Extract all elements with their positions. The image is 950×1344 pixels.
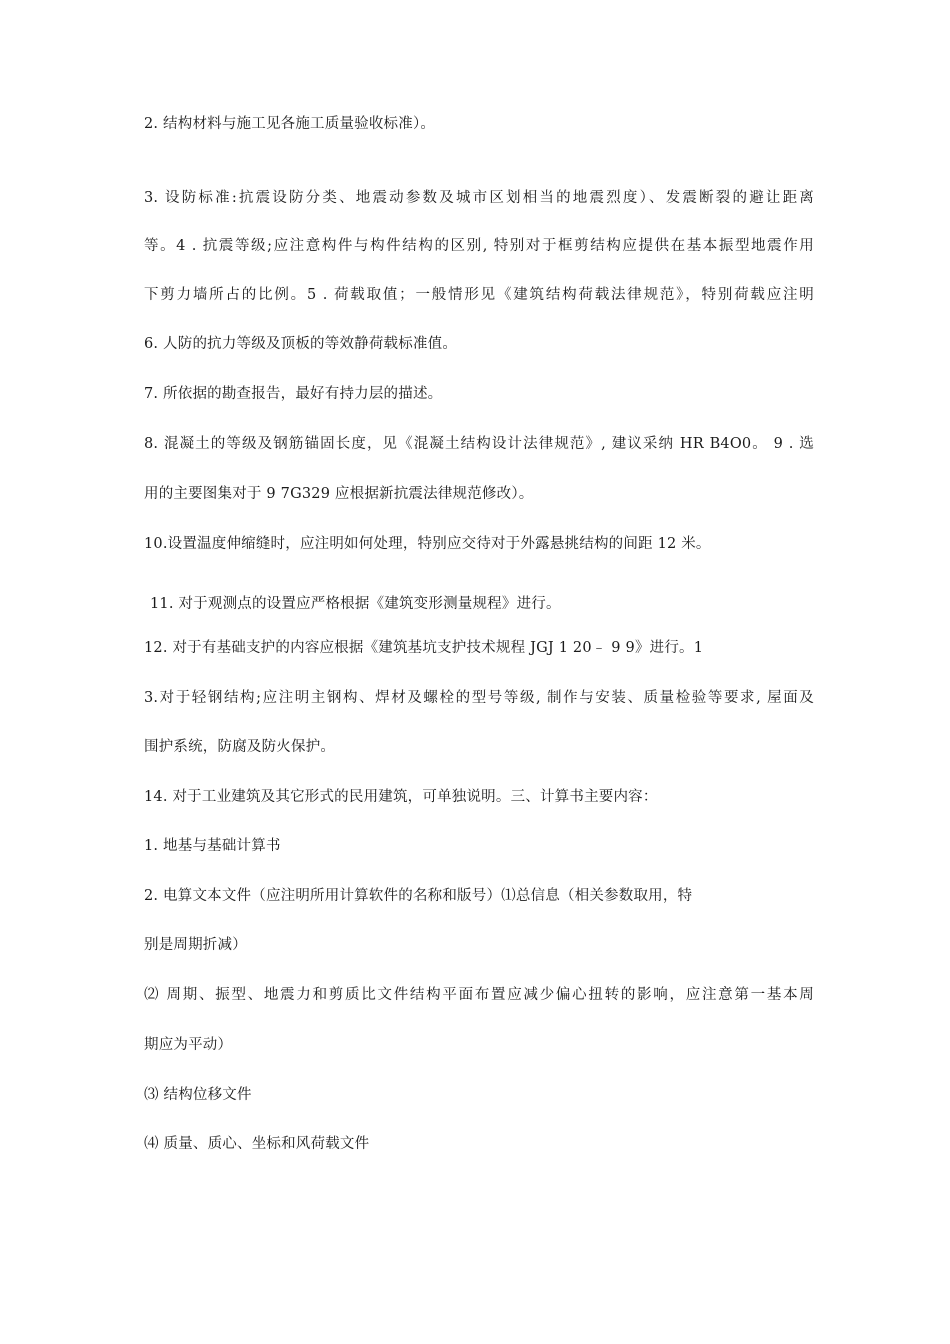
text-line: 用的主要图集对于 9 7G329 应根据新抗震法律规范修改）。 bbox=[144, 486, 534, 502]
text-line: 12. 对于有基础支护的内容应根据《建筑基坑支护技术规程 JGJ 1 20﹣ 9 9》进行。1 bbox=[144, 640, 704, 656]
text-line: 1. 地基与基础计算书 bbox=[144, 838, 281, 854]
text-line: 期应为平动） bbox=[144, 1037, 233, 1053]
text-line: 3. 设防标准:抗震设防分类、地震动参数及城市区划相当的地震烈度）、发震断裂的避让距离 bbox=[144, 190, 814, 206]
text-line: 围护系统，防腐及防火保护。 bbox=[144, 739, 336, 755]
text-line: 别是周期折减） bbox=[144, 937, 247, 953]
text-line: 2. 结构材料与施工见各施工质量验收标准）。 bbox=[144, 116, 436, 132]
text-line: 14. 对于工业建筑及其它形式的民用建筑，可单独说明。三、计算书主要内容： bbox=[144, 789, 658, 805]
text-line: 6. 人防的抗力等级及顶板的等效静荷载标准值。 bbox=[144, 336, 458, 352]
text-line: 11. 对于观测点的设置应严格根据《建筑变形测量规程》进行。 bbox=[150, 596, 561, 612]
text-line: 等。4 . 抗震等级;应注意构件与构件结构的区别, 特别对于框剪结构应提供在基本振型地震作用 bbox=[144, 238, 814, 254]
text-line: 8. 混凝土的等级及钢筋锚固长度，见《混凝土结构设计法律规范》, 建议采纳 HR B4O0。 9 . 选 bbox=[144, 436, 814, 452]
text-line: 2. 电算文本文件（应注明所用计算软件的名称和版号）⑴总信息（相关参数取用，特 bbox=[144, 888, 693, 904]
text-line: 7. 所依据的勘查报告，最好有持力层的描述。 bbox=[144, 386, 443, 402]
text-line: 3.对于轻钢结构;应注明主钢构、焊材及螺栓的型号等级, 制作与安装、质量检验等要求, 屋面及 bbox=[144, 690, 814, 706]
text-line: 10.设置温度伸缩缝时，应注明如何处理，特别应交待对于外露悬挑结构的间距 12 米。 bbox=[144, 536, 711, 552]
text-line: 下剪力墙所占的比例。5 . 荷载取值；一般情形见《建筑结构荷载法律规范》，特别荷载应注明 bbox=[144, 287, 814, 303]
text-line: ⑵ 周期、振型、地震力和剪质比文件结构平面布置应减少偏心扭转的影响，应注意第一基本周 bbox=[144, 987, 814, 1003]
text-line: ⑶ 结构位移文件 bbox=[144, 1087, 252, 1103]
text-line: ⑷ 质量、质心、坐标和风荷载文件 bbox=[144, 1136, 370, 1152]
